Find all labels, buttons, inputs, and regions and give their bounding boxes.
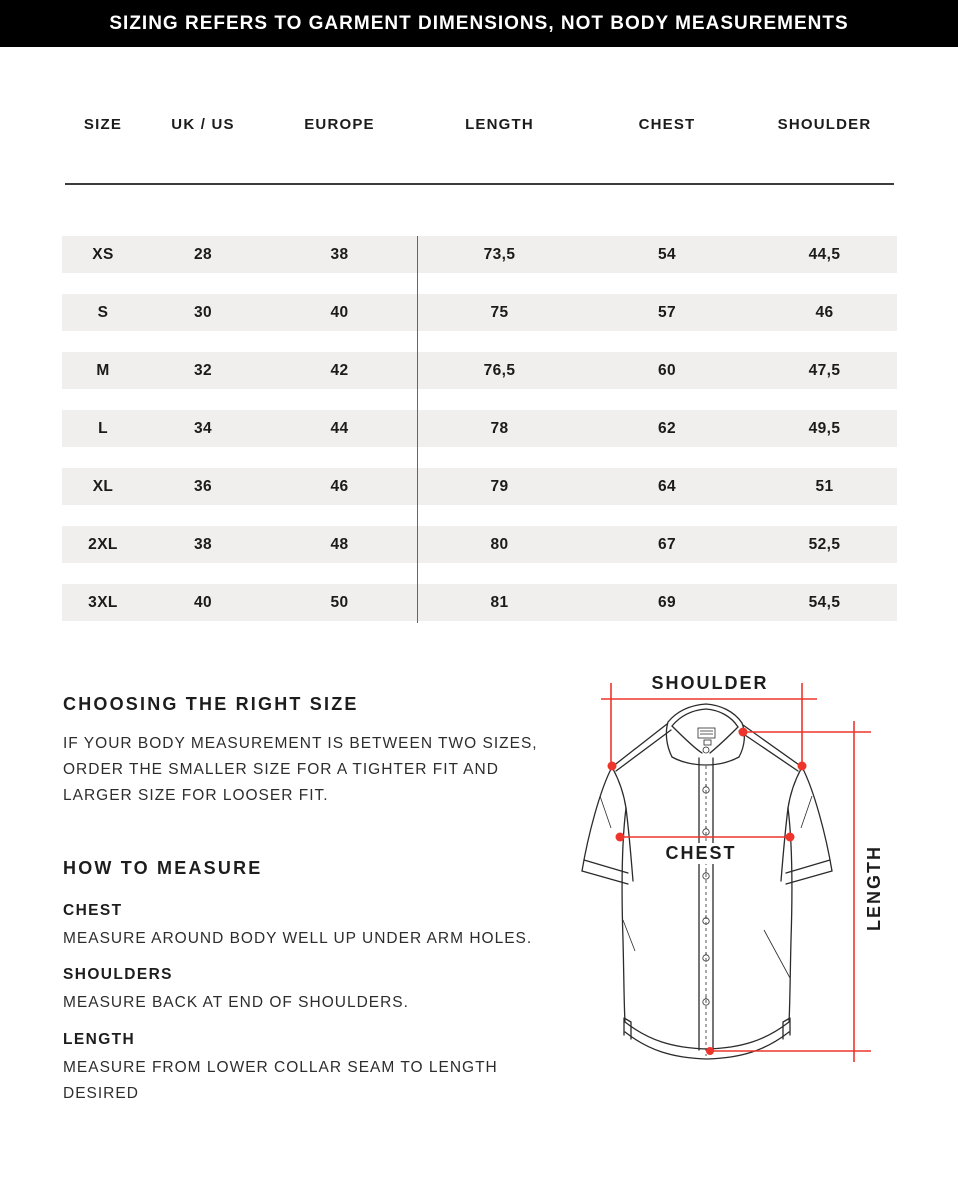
size-cell: 3XL (88, 593, 118, 611)
size-cell: XL (92, 477, 114, 495)
value-cell: 76,5 (483, 361, 516, 379)
table-header-rule (65, 183, 894, 185)
banner (0, 0, 958, 47)
value-cell: 44,5 (808, 245, 841, 263)
diagram-length-label: LENGTH (864, 845, 884, 931)
value-cell: 40 (193, 593, 213, 611)
value-cell: 34 (193, 419, 213, 437)
size-table-body (62, 236, 897, 621)
column-header-europe: EUROPE (304, 116, 375, 133)
column-header-uk-us: UK / US (171, 116, 235, 133)
measurement-overlay (601, 683, 871, 1062)
value-cell: 78 (490, 419, 509, 437)
measure-length-label: LENGTH (63, 1031, 136, 1048)
value-cell: 42 (330, 361, 349, 379)
value-cell: 49,5 (808, 419, 841, 437)
value-cell: 60 (657, 361, 677, 379)
value-cell: 81 (490, 593, 509, 611)
size-table-header-row (62, 116, 897, 133)
value-cell: 67 (657, 535, 677, 553)
shirt-measurement-diagram (560, 660, 958, 1080)
value-cell: 80 (490, 535, 509, 553)
size-cell: S (97, 303, 109, 321)
value-cell: 32 (193, 361, 213, 379)
column-header-size: SIZE (83, 116, 123, 133)
size-cell: L (98, 419, 108, 437)
value-cell: 38 (330, 245, 349, 263)
value-cell: 50 (330, 593, 349, 611)
measure-shoulders-label: SHOULDERS (63, 966, 173, 983)
value-cell: 36 (193, 477, 213, 495)
value-cell: 64 (657, 477, 677, 495)
table-row-3xl (62, 584, 897, 621)
value-cell: 44 (330, 419, 349, 437)
table-column-divider (417, 236, 418, 623)
shirt-diagram-illustration (560, 660, 958, 1070)
choosing-size-heading: CHOOSING THE RIGHT SIZE (63, 694, 359, 714)
column-header-shoulder: SHOULDER (777, 116, 872, 133)
value-cell: 28 (193, 245, 213, 263)
value-cell: 47,5 (808, 361, 841, 379)
value-cell: 38 (193, 535, 213, 553)
value-cell: 30 (193, 303, 213, 321)
diagram-chest-label: CHEST (651, 843, 751, 864)
measure-length-text: MEASURE FROM LOWER COLLAR SEAM TO LENGTH DESIRED (63, 1059, 498, 1102)
table-row-xs (62, 236, 897, 273)
how-to-measure-heading: HOW TO MEASURE (63, 858, 263, 878)
table-row-xl (62, 468, 897, 505)
banner-text: SIZING REFERS TO GARMENT DIMENSIONS, NOT BODY MEASUREMENTS (109, 12, 849, 34)
table-row-m (62, 352, 897, 389)
table-row-s (62, 294, 897, 331)
value-cell: 52,5 (808, 535, 841, 553)
measure-chest-text: MEASURE AROUND BODY WELL UP UNDER ARM HOLES. (63, 930, 533, 947)
value-cell: 40 (330, 303, 349, 321)
table-row-l (62, 410, 897, 447)
value-cell: 75 (490, 303, 509, 321)
choosing-size-text: IF YOUR BODY MEASUREMENT IS BETWEEN TWO SIZES, ORDER THE SMALLER SIZE FOR A TIGHTER FIT AND LARGER SIZE FOR LOOSER FIT. (63, 735, 538, 804)
value-cell: 48 (330, 535, 349, 553)
column-header-length: LENGTH (465, 116, 534, 133)
value-cell: 54,5 (808, 593, 841, 611)
column-header-chest: CHEST (638, 116, 696, 133)
measure-shoulders-text: MEASURE BACK AT END OF SHOULDERS. (63, 994, 409, 1011)
value-cell: 62 (657, 419, 677, 437)
value-cell: 51 (815, 477, 834, 495)
value-cell: 46 (330, 477, 349, 495)
diagram-shoulder-label: SHOULDER (651, 673, 769, 693)
size-cell: M (96, 361, 110, 379)
size-cell: 2XL (88, 535, 118, 553)
size-cell: XS (92, 245, 114, 263)
table-row-2xl (62, 526, 897, 563)
value-cell: 69 (657, 593, 677, 611)
value-cell: 73,5 (483, 245, 516, 263)
value-cell: 79 (490, 477, 509, 495)
value-cell: 46 (815, 303, 834, 321)
measure-chest-label: CHEST (63, 902, 123, 919)
value-cell: 54 (657, 245, 677, 263)
value-cell: 57 (657, 303, 677, 321)
